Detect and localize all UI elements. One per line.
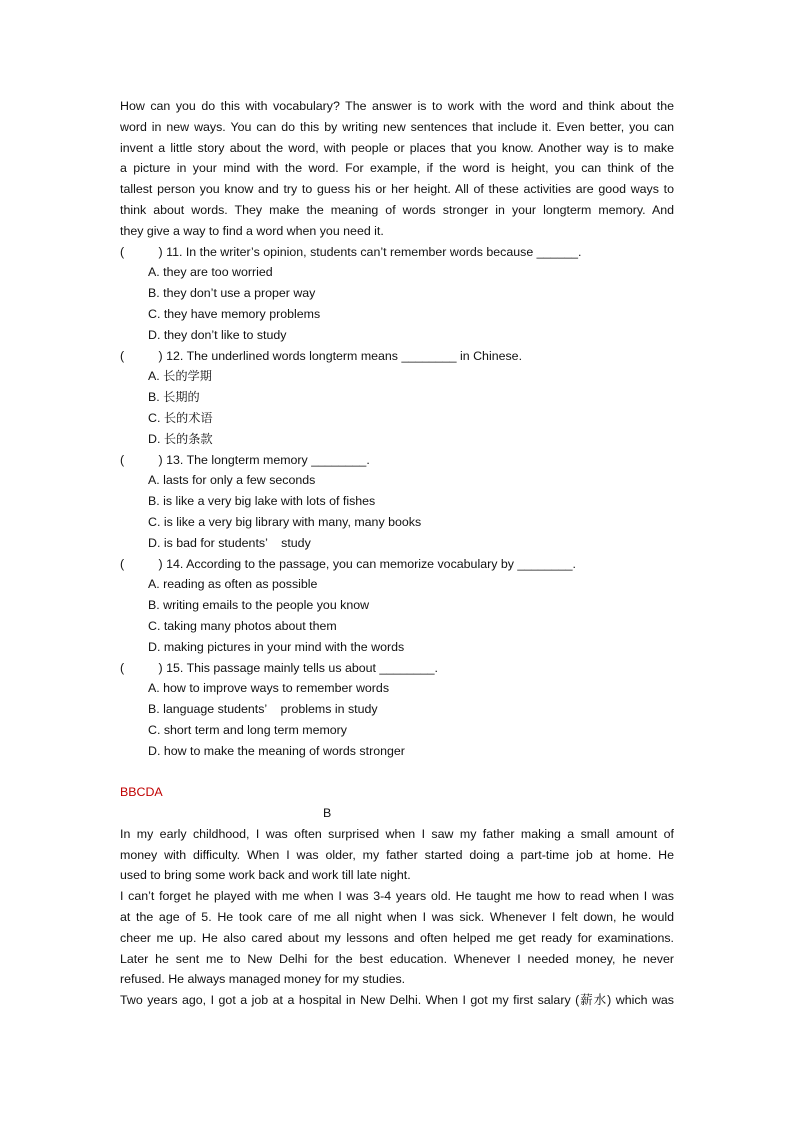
answer-key: BBCDA bbox=[120, 785, 163, 800]
passage-line: at the age of 5. He took care of me all night when I was sick. Whenever I felt down, he would bbox=[120, 910, 674, 925]
passage-line: money with difficulty. When I was older, my father started doing a part-time job at home. He bbox=[120, 847, 674, 862]
option-letter: B. bbox=[148, 390, 160, 405]
answer-option: A. how to improve ways to remember words bbox=[148, 681, 390, 696]
passage-line: cheer me up. He also cared about my lessons and often helped me get ready for examinations. bbox=[120, 930, 674, 945]
passage-a bbox=[120, 96, 674, 242]
passage-line: word in new ways. You can do this by writing new sentences that include it. Even better, you can bbox=[120, 119, 674, 134]
answer-option: C. is like a very big library with many, many books bbox=[148, 514, 422, 529]
answer-option bbox=[120, 387, 674, 408]
answer-option: C. short term and long term memory bbox=[148, 722, 348, 737]
answer-option: B. is like a very big lake with lots of fishes bbox=[148, 494, 376, 509]
answer-option bbox=[120, 366, 674, 387]
passage-line: How can you do this with vocabulary? The answer is to work with the word and think about the bbox=[120, 99, 674, 113]
passage-b bbox=[120, 824, 674, 1011]
answer-option: D. how to make the meaning of words stronger bbox=[148, 743, 405, 758]
passage-line: used to bring some work back and work till late night. bbox=[120, 868, 411, 883]
passage-line: Later he sent me to New Delhi for the best education. Whenever I needed money, he never bbox=[120, 951, 674, 966]
option-letter: A. bbox=[148, 369, 160, 384]
question-stem: ( ) 15. This passage mainly tells us about ________. bbox=[120, 660, 438, 675]
answer-option: A. reading as often as possible bbox=[148, 577, 318, 592]
answer-option: B. they don’t use a proper way bbox=[148, 286, 316, 301]
option-text: 长的学期 bbox=[163, 369, 212, 384]
passage-line: invent a little story about the word, with people or places that you know. Another way is to make bbox=[120, 140, 674, 155]
passage-heading: B bbox=[323, 806, 332, 821]
answer-option: D. making pictures in your mind with the words bbox=[148, 639, 405, 654]
answer-option: C. they have memory problems bbox=[148, 306, 321, 321]
answer-option: A. lasts for only a few seconds bbox=[148, 473, 316, 488]
passage-line: I can’t forget he played with me when I was 3-4 years old. He taught me how to read when I was bbox=[120, 889, 674, 904]
passage-line: Two years ago, I got a job at a hospital in New Delhi. When I got my first salary (薪水) which was bbox=[120, 993, 674, 1008]
answer-option: D. they don’t like to study bbox=[148, 327, 287, 342]
question-stem: ( ) 13. The longterm memory ________. bbox=[120, 452, 370, 467]
answer-option bbox=[120, 429, 674, 450]
document-page bbox=[120, 96, 674, 1011]
option-letter: C. bbox=[148, 410, 161, 425]
passage-line: a picture in your mind with the word. For example, if the word is height, you can think of the bbox=[120, 161, 674, 176]
answer-option: B. writing emails to the people you know bbox=[148, 598, 370, 613]
question-14 bbox=[120, 554, 674, 658]
question-13 bbox=[120, 450, 674, 554]
passage-line: tallest person you know and try to guess his or her height. All of these activities are good ways to bbox=[120, 182, 674, 197]
answer-option: A. they are too worried bbox=[148, 265, 273, 280]
option-text: 长期的 bbox=[163, 390, 200, 405]
spacer bbox=[120, 762, 674, 783]
answer-option: B. language students’ problems in study bbox=[148, 702, 378, 717]
answer-option: C. taking many photos about them bbox=[148, 618, 337, 633]
question-11 bbox=[120, 242, 674, 346]
answer-option bbox=[120, 408, 674, 429]
question-15 bbox=[120, 658, 674, 762]
question-stem: ( ) 11. In the writer’s opinion, students can’t remember words because ______. bbox=[120, 244, 582, 259]
option-text: 长的条款 bbox=[163, 431, 213, 446]
question-stem: ( ) 12. The underlined words longterm means ________ in Chinese. bbox=[120, 348, 523, 363]
passage-line: refused. He always managed money for my studies. bbox=[120, 972, 406, 987]
option-text: 长的术语 bbox=[163, 410, 213, 425]
passage-line: they give a way to find a word when you need it. bbox=[120, 223, 384, 238]
question-stem: ( ) 14. According to the passage, you can memorize vocabulary by ________. bbox=[120, 556, 576, 571]
option-letter: D. bbox=[148, 431, 161, 446]
passage-line: In my early childhood, I was often surprised when I saw my father making a small amount of bbox=[120, 826, 674, 841]
passage-line: think about words. They make the meaning of words stronger in your longterm memory. And bbox=[120, 202, 674, 217]
answer-option: D. is bad for students’ study bbox=[148, 535, 311, 550]
question-12 bbox=[120, 346, 674, 450]
